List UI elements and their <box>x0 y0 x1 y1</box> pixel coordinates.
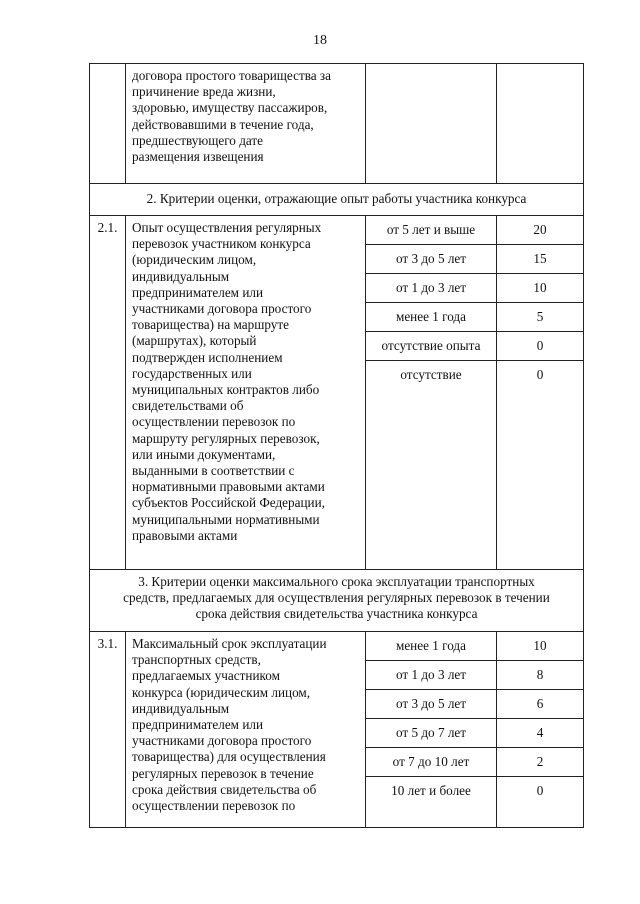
score: 4 <box>497 719 583 748</box>
row-description: Опыт осуществления регулярных перевозок участником конкурса (юридическим лицом, индивидуальным предпринимателем или участниками договора простого товарищества) на маршруте (маршрутах), который подтвержден исполнением государственных или муниципальных контрактов либо свидетельствами об осуществлении перевозок по маршруту регулярных перевозок, или иными документами, выданными в соответствии с нормативными правовыми актами субъектов Российской Федерации, муниципальными нормативными правовыми актами <box>126 216 366 570</box>
table-row-2-1 <box>90 216 584 570</box>
criteria-table <box>89 63 584 828</box>
score: 15 <box>497 245 583 274</box>
row-description: Максимальный срок эксплуатации транспортных средств, предлагаемых участником конкурса (юридическим лицом, индивидуальным предпринимателем или участниками договора простого товарищества) для осуществления регулярных перевозок в течение срока действия свидетельства об осуществлении перевозок по <box>126 632 366 828</box>
criteria-cell <box>366 632 497 828</box>
table-row-continuation <box>90 64 584 184</box>
score-cell <box>497 64 584 184</box>
score: 2 <box>497 748 583 777</box>
criteria-cell <box>366 216 497 570</box>
score: 10 <box>497 274 583 303</box>
criterion: от 1 до 3 лет <box>366 274 496 303</box>
section-header-2 <box>90 184 584 216</box>
section-header-3 <box>90 570 584 632</box>
page-number: 18 <box>313 33 327 48</box>
criterion: 10 лет и более <box>391 783 471 798</box>
table-row-3-1 <box>90 632 584 828</box>
row-number: 2.1. <box>90 216 126 570</box>
criterion: отсутствие опыта <box>366 332 496 361</box>
score-cell <box>497 632 584 828</box>
criterion: менее 1 года <box>366 632 496 661</box>
criterion: от 5 лет и выше <box>366 216 496 245</box>
criterion: от 1 до 3 лет <box>366 661 496 690</box>
criterion: отсутствие <box>400 367 462 382</box>
score: 6 <box>497 690 583 719</box>
number-cell <box>90 64 126 184</box>
score: 8 <box>497 661 583 690</box>
score-cell <box>497 216 584 570</box>
criterion: от 3 до 5 лет <box>366 690 496 719</box>
score: 0 <box>536 783 544 798</box>
criterion: менее 1 года <box>366 303 496 332</box>
score: 20 <box>497 216 583 245</box>
criteria-cell <box>366 64 497 184</box>
score: 10 <box>497 632 583 661</box>
row-number: 3.1. <box>90 632 126 828</box>
criterion: от 5 до 7 лет <box>366 719 496 748</box>
score: 5 <box>497 303 583 332</box>
description-cell: договора простого товарищества за причинение вреда жизни, здоровью, имуществу пассажиров, действовавшими в течение года, предшествующего дате размещения извещения <box>126 64 366 184</box>
section-title: 2. Критерии оценки, отражающие опыт работы участника конкурса <box>90 184 584 216</box>
score: 0 <box>497 332 583 361</box>
criterion: от 7 до 10 лет <box>366 748 496 777</box>
section-title: 3. Критерии оценки максимального срока эксплуатации транспортных средств, предлагаемых для осуществления регулярных перевозок в течении срока действия свидетельства участника конкурса <box>90 570 584 632</box>
criterion: от 3 до 5 лет <box>366 245 496 274</box>
score: 0 <box>536 367 544 382</box>
